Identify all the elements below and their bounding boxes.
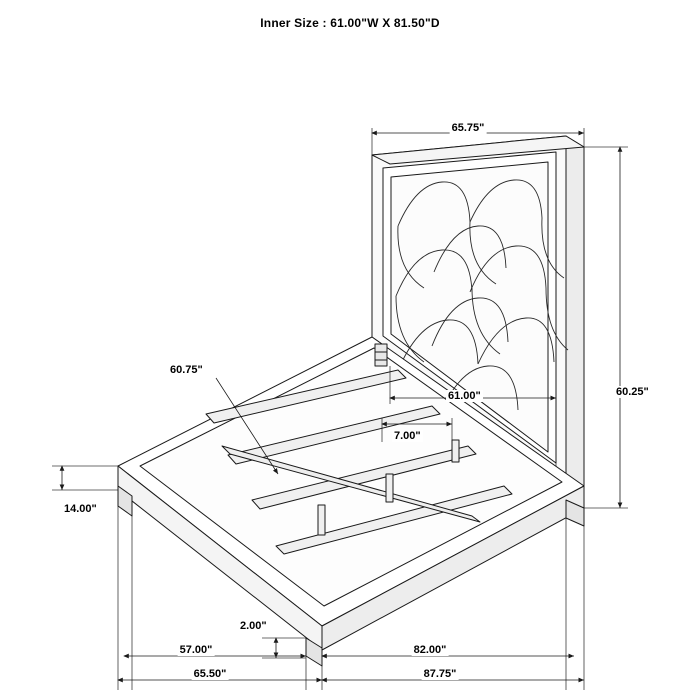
dimension-label-base-left-span: 65.50" <box>193 668 227 680</box>
headboard-bracket <box>375 344 387 366</box>
dimension-label-slat-spacing: 7.00" <box>394 430 421 442</box>
headboard-side-thickness <box>566 136 584 486</box>
dimension-label-side-left-run: 57.00" <box>179 644 213 656</box>
dimension-label-slat-span: 60.75" <box>170 364 203 376</box>
dimension-label-headboard-width: 65.75" <box>451 122 485 134</box>
bed-body <box>118 136 584 666</box>
dimension-label-headboard-height: 60.25" <box>616 386 649 398</box>
dimension-label-inner-width: 61.00" <box>448 390 481 402</box>
dimension-label-base-right-span: 87.75" <box>423 668 457 680</box>
dimension-label-side-right-run: 82.00" <box>413 644 447 656</box>
dimension-label-deck-height: 14.00" <box>64 503 97 515</box>
dimension-label-leg-height: 2.00" <box>240 620 267 632</box>
page-title: Inner Size : 61.00"W X 81.50"D <box>260 16 440 30</box>
